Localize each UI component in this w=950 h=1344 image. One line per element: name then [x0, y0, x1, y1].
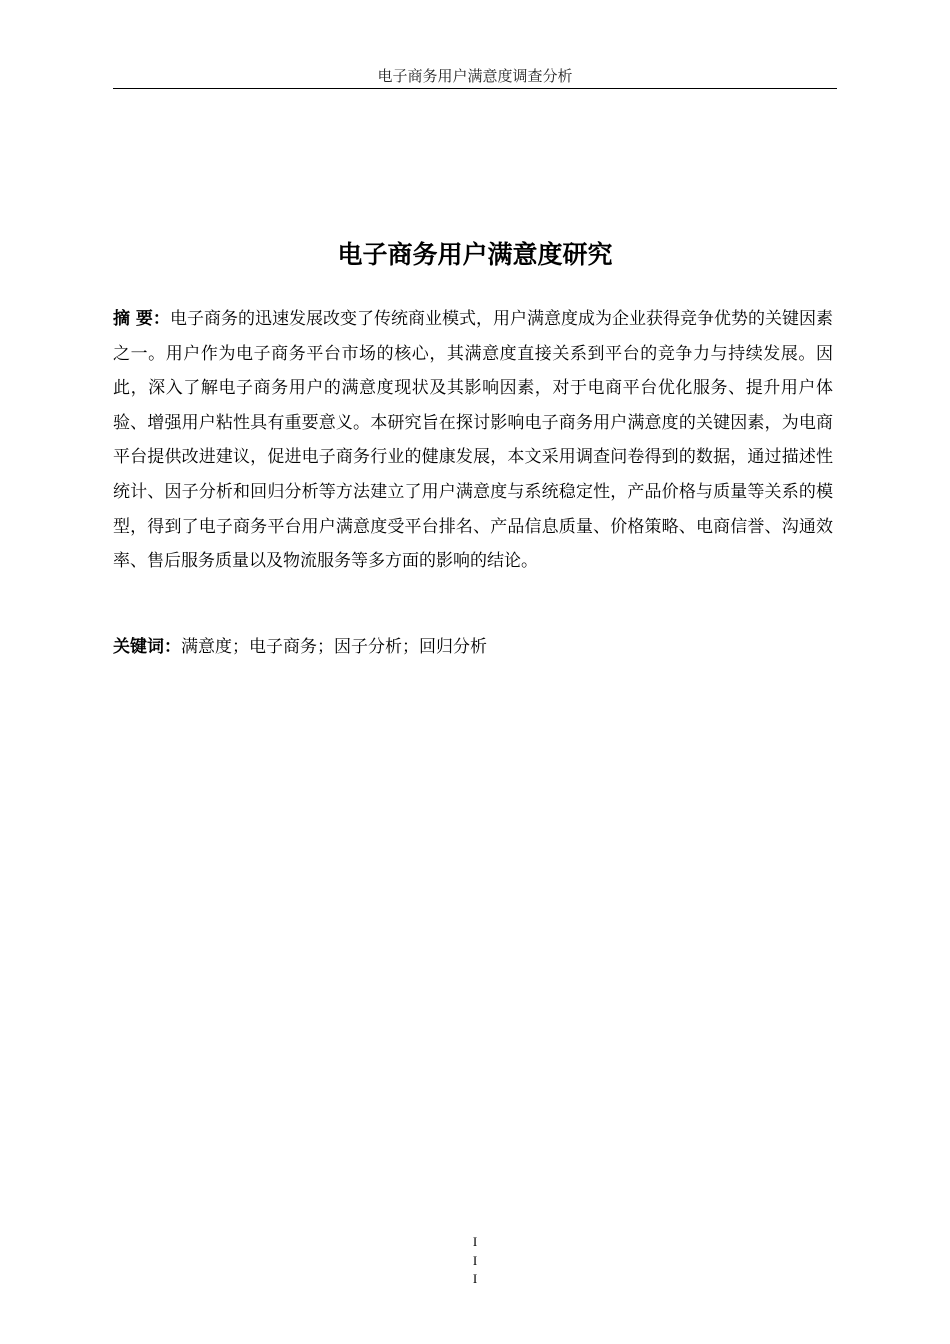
- abstract-label: 摘 要：: [113, 309, 170, 329]
- paper-title: 电子商务用户满意度研究: [337, 240, 613, 269]
- page-number-char: I: [472, 1234, 478, 1249]
- header-rule: [113, 88, 837, 89]
- page-number-char: I: [472, 1271, 478, 1286]
- abstract: [113, 302, 833, 579]
- keywords-text: 满意度；电子商务；因子分析；回归分析: [181, 637, 487, 657]
- page-number: [465, 1233, 485, 1289]
- page-number-char: I: [472, 1252, 478, 1268]
- keywords-label: 关键词：: [113, 637, 181, 657]
- running-header: 电子商务用户满意度调查分析: [377, 67, 573, 85]
- keywords: [113, 634, 833, 660]
- abstract-text: 电子商务的迅速发展改变了传统商业模式，用户满意度成为企业获得竞争优势的关键因素之一。用户作为电子商务平台市场的核心，其满意度直接关系到平台的竞争力与持续发展。因此，深入了解电子商务用户的满意度现状及其影响因素，对于电商平台优化服务、提升用户体验、增强用户粘性具有重要意义。本研究旨在探讨影响电子商务用户满意度的关键因素，为电商平台提供改进建议，促进电子商务行业的健康发展，本文采用调查问卷得到的数据，通过描述性统计、因子分析和回归分析等方法建立了用户满意度与系统稳定性，产品价格与质量等关系的模型，得到了电子商务平台用户满意度受平台排名、产品信息质量、价格策略、电商信誉、沟通效率、售后服务质量以及物流服务等多方面的影响的结论。: [113, 309, 834, 572]
